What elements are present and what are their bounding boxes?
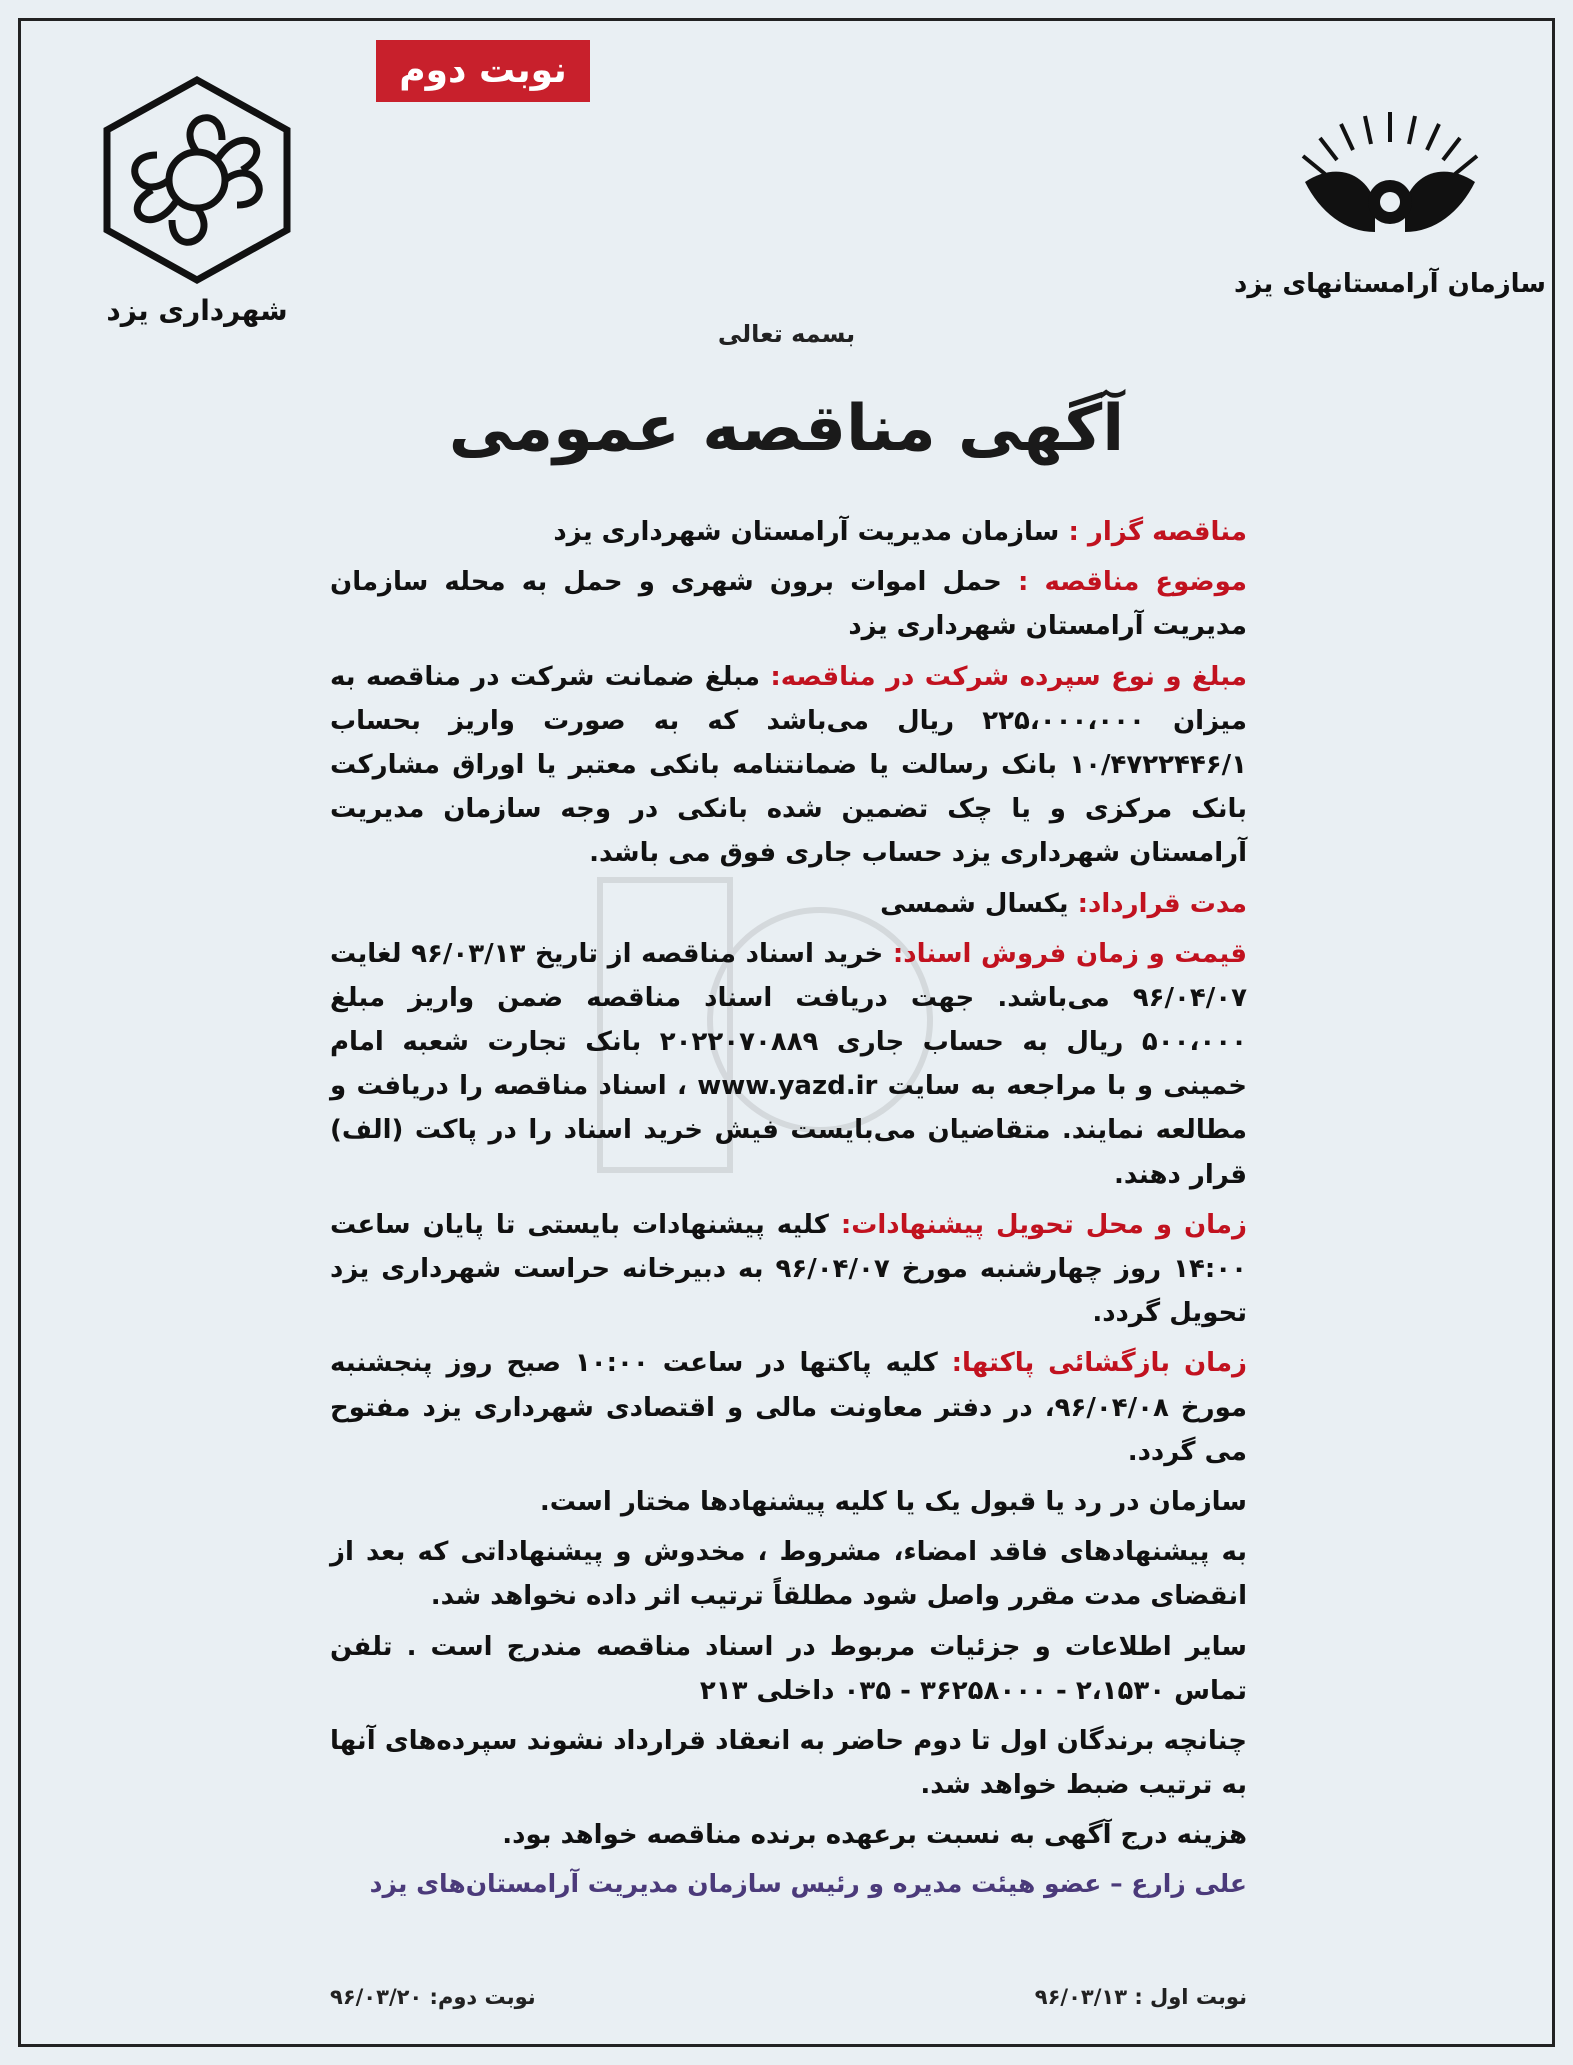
section-label: مبلغ و نوع سپرده شرکت در مناقصه:: [770, 661, 1247, 692]
second-edition-date: نوبت دوم: ۹۶/۰۳/۲۰: [330, 1985, 536, 2009]
section-text: حمل اموات برون شهری و حمل به محله سازمان مدیریت آرامستان شهرداری یزد: [330, 567, 1247, 642]
section-label: قیمت و زمان فروش اسناد:: [892, 938, 1247, 969]
cemeteries-organization-logo: [1234, 92, 1546, 312]
paragraph: هزینه درج آگهی به نسبت برعهده برنده مناقصه خواهد بود.: [502, 1820, 1247, 1851]
section-text: کلیه پیشنهادات بایستی تا پایان ساعت ۱۴:۰۰ روز چهارشنبه مورخ ۹۶/۰۴/۰۷ به دبیرخانه حراست شهرداری یزد تحویل گردد.: [330, 1209, 1247, 1329]
section-label: موضوع مناقصه :: [1017, 567, 1247, 598]
section-text: مبلغ ضمانت شرکت در مناقصه به میزان ۲۲۵،۰۰۰،۰۰۰ ریال می‌باشد که به صورت واریز بحساب ۱۰/۴۷۲۲۴۴۶/۱ بانک رسالت یا ضمانتنامه بانکی معتبر یا اوراق مشارکت بانک مرکزی و یا چک تضمین شده بانکی در وجه سازمان مدیریت آرامستان شهرداری یزد حساب جاری فوق می باشد.: [330, 661, 1247, 869]
section-label: زمان بازگشائی پاکتها:: [951, 1348, 1248, 1379]
section-text: خرید اسناد مناقصه از تاریخ ۹۶/۰۳/۱۳ لغایت ۹۶/۰۴/۰۷ می‌باشد. جهت دریافت اسناد مناقصه ضمن واریز مبلغ ۵۰۰،۰۰۰ ریال به حساب جاری ۲۰۲۲۰۷۰۸۸۹ بانک تجارت شعبه امام خمینی و با مراجعه به سایت www.yazd.ir ، اسناد مناقصه را دریافت و مطالعه نمایند. متقاضیان می‌بایست فیش خرید اسناد را در پاکت (الف) قرار دهند.: [330, 938, 1247, 1190]
section-text: یکسال شمسی: [880, 888, 1069, 919]
paragraph: به پیشنهادهای فاقد امضاء، مشروط ، مخدوش و پیشنهاداتی که بعد از انقضای مدت مقرر واصل شود مطلقاً ترتیب اثر داده نخواهد شد.: [330, 1537, 1247, 1612]
page-title: آگهی مناقصه عمومی: [448, 392, 1125, 466]
section-label: مناقصه گزار :: [1068, 517, 1247, 547]
logo-left-text: شهرداری یزد: [106, 294, 288, 327]
section-document-sale: [330, 932, 1247, 1197]
section-text: سازمان مدیریت آرامستان شهرداری یزد: [553, 517, 1060, 547]
edition-badge: نوبت دوم: [376, 40, 590, 102]
section-organizer: [330, 510, 1247, 554]
first-edition-date: نوبت اول : ۹۶/۰۳/۱۳: [1034, 1985, 1247, 2009]
section-text: کلیه پاکتها در ساعت ۱۰:۰۰ صبح روز پنجشنبه مورخ ۹۶/۰۴/۰۸، در دفتر معاونت مالی و اقتصادی شهرداری یزد مفتوح می گردد.: [330, 1348, 1248, 1467]
section-opening: [330, 1341, 1247, 1474]
section-submission: [330, 1203, 1247, 1336]
footer: [330, 1985, 1247, 2009]
signature: علی زارع – عضو هیئت مدیره و رئیس سازمان مدیریت آرامستان‌های یزد: [369, 1869, 1247, 1899]
section-contract-duration: [330, 882, 1247, 926]
paragraph: چنانچه برندگان اول تا دوم حاضر به انعقاد قرارداد نشوند سپرده‌های آنها به ترتیب ضبط خواهد شد.: [330, 1725, 1247, 1801]
section-label: مدت قرارداد:: [1077, 888, 1247, 919]
section-deposit: [330, 655, 1247, 876]
yazd-municipality-logo: [82, 70, 312, 330]
section-label: زمان و محل تحویل پیشنهادات:: [840, 1209, 1247, 1240]
paragraph: سازمان در رد یا قبول یک یا کلیه پیشنهادها مختار است.: [539, 1486, 1247, 1517]
notice-body: [330, 510, 1247, 1912]
section-subject: [330, 560, 1247, 648]
basmala: بسمه تعالی: [717, 320, 856, 348]
logo-right-text: سازمان آرامستانهای یزد: [1234, 269, 1546, 299]
paragraph: سایر اطلاعات و جزئیات مربوط در اسناد مناقصه مندرج است . تلفن تماس ۲،۱۵۳۰ - ۳۶۲۵۸۰۰۰ - ۰۳۵ داخلی ۲۱۳: [330, 1631, 1247, 1706]
